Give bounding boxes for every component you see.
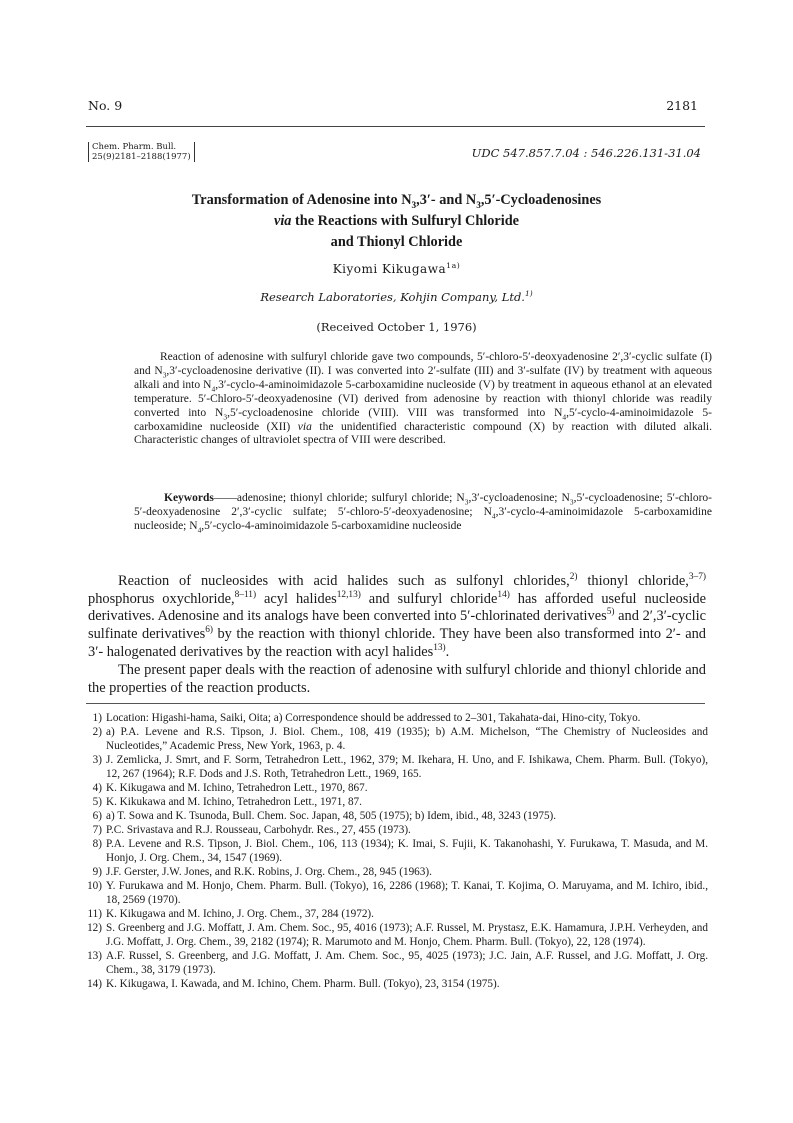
keywords: Keywords——adenosine; thionyl chloride; sulfuryl chloride; $N_3,3'$-cycloadenosine; $N_3,5'$-cycloadenosine; 5′-chloro-5′-deoxyadenosine 2′,3′-cyclic sulfate; 5′-chloro-5′-deoxyadenosine; $N_4,3'-cyclo-4$-aminoimidazole 5-carboxamidine nucleoside; $N_4,5'-cyclo-4$-aminoimidazole 5-carboxamidine nucleoside (134, 492, 713, 535)
footnote: 1) Location: Higashi-hama, Saiki, Oita; a) Correspondence should be addressed to 2–301, Takahata-dai, Hino-city, Tokyo. (92, 712, 641, 724)
keywords-label: Keywords (164, 492, 214, 504)
footnote: 4) K. Kikugawa and M. Ichino, Tetrahedron Lett., 1970, 867. (92, 782, 368, 794)
footnote: 12) S. Greenberg and J.G. Moffatt, J. Am. Chem. Soc., 95, 4016 (1973); A.F. Russel, M. Prystasz, E.K. Hamamura, J.P.H. Verheyden, and J.G. Moffatt, J. Org. Chem., 39, 2182 (1974); R. Marumoto and M. Honjo, Chem. Pharm. Bull. (Tokyo), 22, 128 (1974). (87, 922, 708, 948)
footnote: 11) K. Kikugawa and M. Ichino, J. Org. Chem., 37, 284 (1972). (87, 908, 374, 920)
footnote: 5) K. Kikukawa and M. Ichino, Tetrahedron Lett., 1971, 87. (92, 796, 362, 808)
footnote: 10) Y. Furukawa and M. Honjo, Chem. Pharm. Bull. (Tokyo), 16, 2286 (1968); T. Kanai, T. Kojima, O. Maruyama, and M. Ichiro, ibid., 18, 2569 (1970). (87, 880, 708, 906)
title-line-3: and Thionyl Chloride (330, 234, 463, 250)
affiliation: Research Laboratories, Kohjin Company, Ltd.$^{1)}$ (260, 289, 533, 304)
footnote: 14) K. Kikugawa, I. Kawada, and M. Ichino, Chem. Pharm. Bull. (Tokyo), 23, 3154 (1975). (87, 978, 500, 990)
page-number: 2181 (666, 98, 698, 113)
author: Kiyomi Kikugawa$^{1a)}$ (332, 261, 461, 276)
footnote: 7) P.C. Srivastava and R.J. Rousseau, Carbohydr. Res., 27, 455 (1973). (92, 824, 411, 836)
journal-citation: 25(9)2181–2188(1977) (92, 152, 191, 162)
footnotes-list (82, 711, 708, 991)
footnote: 6) a) T. Sowa and K. Tsunoda, Bull. Chem. Soc. Japan, 48, 505 (1975); b) Idem, ibid., 48, 3243 (1975). (92, 810, 557, 822)
footnote: 2) a) P.A. Levene and R.S. Tipson, J. Biol. Chem., 108, 419 (1935); b) A.M. Michelson, “The Chemistry of Nucleosides and Nucleotides,” Academic Press, New York, 1963, p. 4. (92, 726, 708, 752)
received-date: (Received October 1, 1976) (316, 320, 477, 334)
body-paragraph-2: The present paper deals with the reaction of adenosine with sulfuryl chloride and thionyl chloride and the properties of the reaction products. (88, 662, 706, 696)
footnote: 8) P.A. Levene and R.S. Tipson, J. Biol. Chem., 106, 113 (1934); K. Imai, S. Fujii, K. Takanohashi, Y. Furukawa, T. Masuda, and M. Honjo, J. Org. Chem., 34, 1547 (1969). (92, 838, 708, 864)
body-paragraph-1: Reaction of nucleosides with acid halides such as sulfonyl chlorides,$^{2)}$ thionyl chloride,$^{3-7)}$ phosphorus oxychloride,$^{8-11)}$ acyl halides$^{12,13)}$ and sulfuryl chloride$^{14)}$ has afforded useful nucleoside derivatives. Adenosine and its analogs have been converted into 5′-chlorinated derivatives$^{5)}$ and 2′,3′-cyclic sulfinate derivatives$^{6)}$ by the reaction with thionyl chloride. They have been also transformed into 2′- and 3′- halogenated derivatives by the reaction with acyl halides$^{13)}$. (88, 572, 706, 660)
footnote-rule (86, 703, 705, 704)
title-line-2: via the Reactions with Sulfuryl Chloride (273, 213, 520, 229)
udc-code: UDC 547.857.7.04 : 546.226.131-31.04 (471, 146, 701, 160)
title-line-1: Transformation of Adenosine into $N_3,3'-$ and $N_3,5'$-Cycloadenosines (191, 192, 602, 211)
footnote: 9) J.F. Gerster, J.W. Jones, and R.K. Robins, J. Org. Chem., 28, 945 (1963). (92, 866, 432, 878)
article-title (120, 190, 673, 253)
footnote: 13) A.F. Russel, S. Greenberg, and J.G. Moffatt, J. Am. Chem. Soc., 95, 4025 (1973); J.C. Jain, A.F. Russel, and J.G. Moffatt, J. Org. Chem., 38, 3179 (1973). (87, 950, 708, 976)
footnote: 3) J. Zemlicka, J. Smrt, and F. Sorm, Tetrahedron Lett., 1962, 379; M. Ikehara, H. Uno, and F. Ishikawa, Chem. Pharm. Bull. (Tokyo), 12, 267 (1964); R.F. Dods and J.S. Roth, Tetrahedron Lett., 1969, 165. (92, 754, 708, 780)
issue-number: No. 9 (88, 98, 123, 113)
abstract: Reaction of adenosine with sulfuryl chloride gave two compounds, 5′-chloro-5′-deoxyadenosine 2′,3′-cyclic sulfate (I) and $N_3,3'$-cycloadenosine derivative (II). I was converted into 2′-sulfate (III) and 3′-sulfate (IV) by treatment with aqueous alkali and into $N_4,3'-cyclo-4$-aminoimidazole 5-carboxamidine nucleoside (V) by treatment in aqueous ethanol at an elevated temperature. 5′-Chloro-5′-deoxyadenosine (VI) derived from adenosine by reaction with thionyl chloride was readily converted into $N_3,5'$-cycloadenosine chloride (VIII). VIII was transformed into $N_4,5'-cyclo-4$-aminoimidazole 5-carboxamidine nucleoside (XII) via the unidentified characteristic compound (X) by reaction with diluted alkali. Characteristic changes of ultraviolet spectra of VIII were described. (134, 351, 713, 447)
journal-reference-box (88, 142, 195, 162)
header-rule (86, 126, 705, 127)
journal-name: Chem. Pharm. Bull. (92, 142, 177, 152)
